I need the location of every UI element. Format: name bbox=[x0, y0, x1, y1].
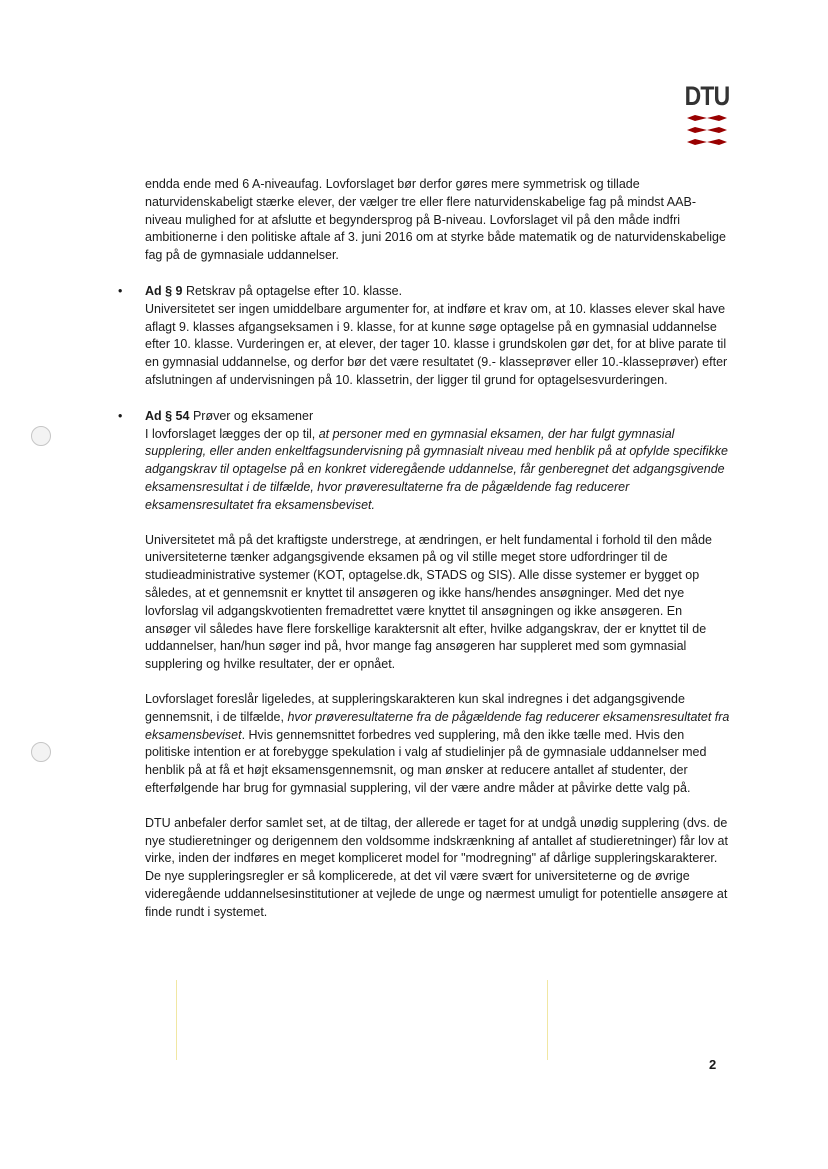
letter-body bbox=[118, 176, 730, 921]
body-quote: at personer med en gymnasial eksamen, der har fulgt gymnasial supplering, eller anden enkeltfagsundervisning på gymnasialt niveau med henblik på at opfylde specifikke adgangskrav til optagelse på en konkret videregående uddannelse, får genberegnet det adgangsgivende eksamensresultat i de tilfælde, hvor prøveresultaterne fra de pågældende fag reducerer eksamensresultatet fra eksamensbeviset. bbox=[145, 426, 729, 512]
bullet-point: • bbox=[118, 283, 123, 298]
punch-hole-top bbox=[31, 426, 51, 446]
section-body bbox=[145, 426, 730, 515]
paragraph-supplering bbox=[145, 691, 730, 798]
p4-part3: . Hvis gennemsnittet forbedres ved supplering, må den ikke tælle med. Hvis den politiske intention er at forebygge spekulation i valg af studielinjer på de gymnasiale uddannelser med henblik på at få et højt eksamensgennemsnit, og man ønsker at reducere antallet af studenter, der efterfølgende har brug for gymnasial supplering, vil der være andre måder at påvirke dette valg på. bbox=[145, 727, 707, 795]
section-heading bbox=[145, 283, 730, 301]
scan-artifact-left bbox=[176, 980, 177, 1060]
body-plain: I lovforslaget lægges der op til, bbox=[145, 426, 319, 441]
section-ad-54 bbox=[118, 408, 730, 515]
section-heading bbox=[145, 408, 730, 426]
logo-emblem-icon bbox=[685, 114, 729, 146]
section-title: Prøver og eksamener bbox=[189, 408, 314, 423]
bullet-point: • bbox=[118, 408, 123, 423]
paragraph-recommendation: DTU anbefaler derfor samlet set, at de tiltag, der allerede er taget for at undgå unødig supplering (dvs. de nye studieretninger og derigennem den voldsomme indskrænkning af antallet af studieretninger) får lov at virke, inden der indføres en meget kompliceret model for "modregning" af dårlige suppleringskarakterer. De nye suppleringsregler er så komplicerede, at det vil være svært for universiteterne og de øvrige videregående uddannelsesinstitutioner at vejlede de unge og nærmest umuligt for potentielle ansøgere at finde rundt i systemet. bbox=[145, 815, 728, 919]
p4-quote: hvor prøveresultaterne fra de pågældende fag reducerer eksamensresultatet fra eksamensbeviset bbox=[145, 709, 730, 742]
p4-part1: Lovforslaget foreslår ligeledes, at suppleringskarakteren kun skal indregnes i det adgangsgivende gennemsnit, i de tilfælde, bbox=[145, 691, 685, 724]
punch-hole-bottom bbox=[31, 742, 51, 762]
intro-paragraph: endda ende med 6 A-niveaufag. Lovforslaget bør derfor gøres mere symmetrisk og tillade naturvidenskabeligt stærke elever, der vælger tre eller flere naturvidenskabelige fag på mindst AAB-niveau mulighed for at afslutte et begyndersprog på B-niveau. Lovforslaget vil på den måde indfri ambitionerne i den politiske aftale af 3. juni 2016 om at styrke både matematik og de naturvidenskabelige fag på de gymnasiale uddannelser. bbox=[145, 177, 726, 263]
section-ad-9 bbox=[118, 283, 730, 390]
section-body: Universitetet ser ingen umiddelbare argumenter for, at indføre et krav om, at 10. klasses elever skal have aflagt 9. klasses afgangseksamen i 9. klasse, for at kunne søge optagelse på en gymnasial uddannelse efter 10. klasse. Vurderingen er, at elever, der tager 10. klasse i grundskolen gør det, for at blive parate til en gymnasial uddannelse, og derfor bør det være resultatet (9.- klasseprøver eller 10.-klasseprøver) efter afslutningen af undervisningen på 10. klassetrin, der ligger til grund for optagelsesvurderingen. bbox=[145, 301, 728, 387]
section-lead: Ad § 54 bbox=[145, 408, 190, 423]
logo-text: DTU bbox=[684, 81, 730, 111]
paragraph-systems: Universitetet må på det kraftigste understrege, at ændringen, er helt fundamental i forhold til den måde universiteterne tænker adgangsgivende eksamen på og vil stille meget store udfordringer til de studieadministrative systemer (KOT, optagelse.dk, STADS og SIS). Alle disse systemer er bygget op således, at et gennemsnit er knyttet til ansøgeren og ikke hans/hendes ansøgninger. Med det nye lovforslag vil adgangskvotienten fremadrettet være knyttet til ansøgningen og ikke ansøgeren. En ansøger vil således have flere forskellige karaktersnit alt efter, hvilke adgangskrav, der er knyttet til de uddannelser, han/hun søger ind på, hvor mange fag ansøgeren har suppleret med som gymnasial supplering og hvilke resultater, der er opnået. bbox=[145, 532, 712, 672]
dtu-logo bbox=[680, 82, 734, 146]
section-title: Retskrav på optagelse efter 10. klasse. bbox=[182, 283, 403, 298]
section-lead: Ad § 9 bbox=[145, 283, 183, 298]
page-number: 2 bbox=[709, 1057, 717, 1072]
scan-artifact-right bbox=[547, 980, 548, 1060]
